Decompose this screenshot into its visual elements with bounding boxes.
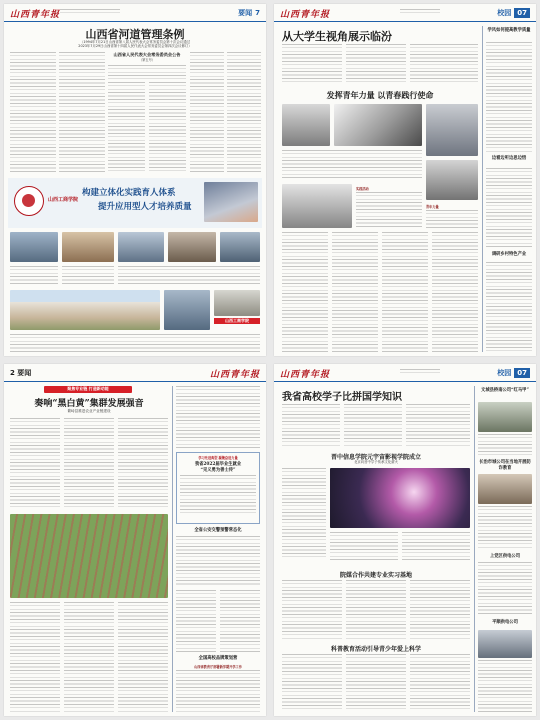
side-headline: 全省公安交警预警常态化 [194, 528, 242, 533]
side-headline-2: 长治市城公司在当地开展防诈教育 [479, 460, 531, 471]
photo [478, 630, 532, 658]
page-headline: 奏响“黑白黄”集群发展强音 [34, 399, 144, 409]
photo [426, 160, 478, 200]
page-headline: 从大学生视角展示临汾 [282, 30, 392, 43]
text-column [282, 654, 342, 712]
page-header [274, 364, 536, 382]
text-column [406, 404, 470, 446]
page-number: 7 [255, 9, 260, 17]
notice-title: 山西省人民代表大会常务委员会公告 [113, 52, 181, 57]
masthead: 山西青年报 [209, 370, 260, 380]
text-column [330, 532, 398, 560]
text-column [402, 532, 470, 560]
text-column [346, 654, 406, 712]
text-column [346, 44, 406, 84]
feature-banner [8, 178, 262, 228]
text-column [432, 232, 478, 352]
section-name: 校园 [497, 369, 512, 377]
text-block [426, 210, 478, 228]
page-tag [238, 7, 260, 19]
text-block [10, 334, 260, 352]
page-subhead-2: 2023年7月29日山西省第十四届人民代表大会常务委员会第四次会议修订） [78, 44, 192, 48]
photo [168, 232, 216, 262]
text-column [190, 52, 224, 174]
side-headline-1: 学风如何提高教学质量 [487, 28, 531, 33]
issue-meta [400, 9, 470, 15]
page-headline: 我省高校学子比拼国学知识 [282, 392, 402, 403]
page-header [274, 4, 536, 22]
notice-number: （第五号） [139, 57, 155, 62]
red-label: 山西工商学院 [214, 318, 260, 324]
text-column [282, 232, 328, 352]
text-column [410, 44, 478, 84]
photo [214, 290, 260, 316]
story-subhead-1: 北京向晋中学子传承文化薪火 [353, 460, 399, 464]
side-headline: 全国高校品牌策划营 [198, 656, 238, 661]
text-column [478, 506, 532, 550]
photo [282, 184, 352, 228]
newspaper-page-4[interactable] [274, 364, 536, 716]
page-subhead-1: （1994年7月21日山西省第八届人民代表大会常务委员会第十次会议通过 [79, 40, 191, 44]
text-column [282, 404, 340, 446]
text-column [410, 654, 470, 712]
banner-title-1: 构建立体化实践育人体系 [82, 188, 176, 198]
page-tag [497, 367, 530, 379]
masthead: 山西青年报 [10, 10, 61, 20]
text-column [10, 418, 60, 510]
photo [164, 290, 210, 330]
page-tag [497, 7, 530, 19]
story-headline-1: 晋中信息学院元宇宙影视学院成立 [330, 454, 421, 461]
text-column [118, 418, 168, 510]
text-column [176, 590, 216, 652]
feature-box [176, 452, 260, 524]
photo [478, 474, 532, 504]
text-column [282, 580, 342, 640]
masthead: 山西青年报 [280, 10, 331, 20]
text-column [118, 602, 168, 712]
text-column [64, 602, 114, 712]
page-subhead: 发挥青年力量 以青春践行使命 [326, 90, 434, 100]
text-column [486, 42, 532, 152]
photo [426, 104, 478, 156]
text-column [59, 52, 105, 174]
photo [282, 104, 330, 146]
text-block [176, 386, 260, 448]
issue-meta [400, 369, 470, 375]
page-headline: 山西省河道管理条例 [85, 28, 185, 41]
text-column [332, 232, 378, 352]
text-column [282, 468, 326, 560]
masthead: 山西青年报 [280, 370, 331, 380]
text-block [176, 670, 260, 712]
box-title: 学习先进典型 凝聚奋进力量 [198, 456, 238, 460]
photo [118, 232, 164, 262]
text-block [176, 536, 260, 586]
side-headline-2: 边看边听边思边悟 [491, 156, 527, 161]
text-column [478, 660, 532, 712]
page-tag [10, 367, 31, 379]
story-headline-2: 院媒合作共建专业实习基地 [339, 572, 412, 579]
side-subhead: 山西省教育厅部署新学期开学工作 [194, 665, 242, 669]
text-column [149, 82, 186, 174]
text-column [220, 590, 260, 652]
issue-meta [60, 9, 130, 15]
side-headline-3: 调研乡村特色产业 [491, 252, 527, 257]
page-number: 07 [514, 368, 530, 378]
school-name: 山西工商学院 [48, 197, 79, 203]
kicker: 聚焦专业链 打造新动能 [44, 386, 132, 393]
banner-photo [204, 182, 258, 222]
story-headline-3: 科普教育活动引导青少年爱上科学 [330, 646, 421, 653]
text-block [118, 266, 260, 286]
text-column [478, 562, 532, 616]
column-divider [172, 386, 173, 712]
column-divider [474, 386, 475, 712]
text-column [227, 52, 261, 174]
school-logo-icon [14, 186, 44, 216]
text-column [486, 262, 532, 352]
photo [62, 232, 114, 262]
section-name: 校园 [497, 9, 512, 17]
text-column [10, 602, 60, 712]
caption: 实践活动 [356, 187, 369, 191]
text-column [478, 434, 532, 456]
column-divider [482, 26, 483, 352]
text-column [64, 418, 114, 510]
text-block [356, 192, 422, 228]
text-column [10, 52, 56, 174]
side-headline-1: 文城县桥南公司“红马甲” [481, 388, 529, 393]
newspaper-page-1[interactable] [4, 4, 266, 356]
box-headline: 我省2022届毕业生就业 [194, 462, 242, 467]
newspaper-page-3[interactable] [4, 364, 266, 716]
photo [478, 402, 532, 432]
text-column [62, 266, 114, 286]
notice-box [108, 52, 186, 80]
text-column [382, 232, 428, 352]
text-block [282, 150, 422, 180]
campus-photo [10, 290, 160, 330]
text-column [410, 580, 470, 640]
text-column [10, 266, 58, 286]
section-label: 2 要闻 [10, 369, 32, 377]
photo [10, 232, 58, 262]
banner-title-2: 提升应用型人才培养质量 [98, 202, 192, 212]
text-column [346, 580, 406, 640]
page-header [4, 364, 266, 382]
side-headline-3: 上党区供电公司 [489, 554, 521, 559]
photo [220, 232, 260, 262]
text-column [344, 404, 402, 446]
page-header [4, 4, 266, 22]
text-column [282, 44, 342, 84]
text-column [108, 82, 145, 174]
farmland-photo [10, 514, 168, 598]
box-headline-2: “见义勇为善士传” [200, 467, 236, 473]
text-column [486, 168, 532, 248]
caption: 青年力量 [426, 205, 439, 209]
section-name: 要闻 [238, 9, 253, 17]
side-headline-4: 平顺供电公司 [492, 620, 518, 625]
page-number: 07 [514, 8, 530, 18]
newspaper-page-2[interactable] [274, 4, 536, 356]
stage-photo [330, 468, 470, 528]
page-subhead: 繁峙县推进农业产业链建设 [67, 409, 111, 413]
photo [334, 104, 422, 146]
